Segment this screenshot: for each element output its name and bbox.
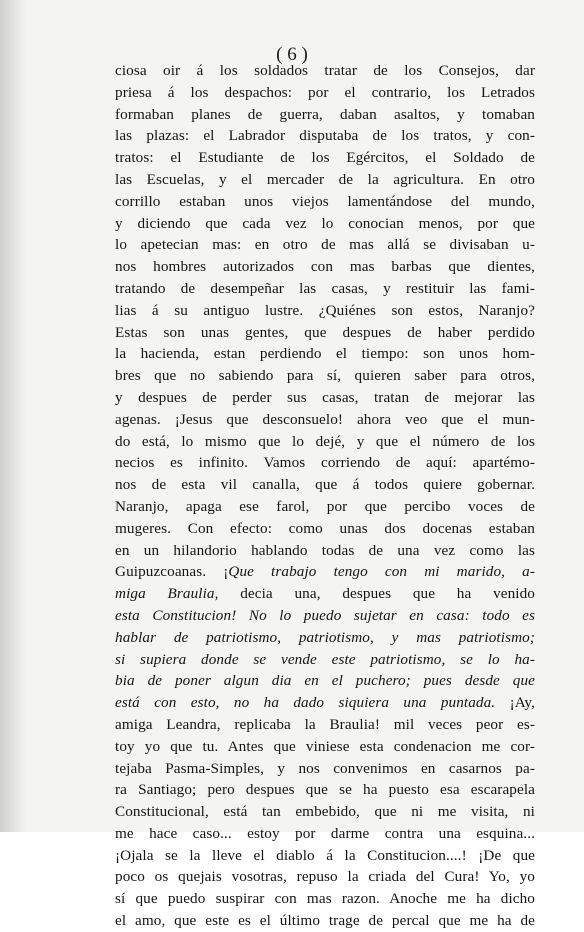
text-line [115, 104, 535, 126]
text-line [115, 234, 535, 256]
text-line [115, 910, 535, 932]
text-line [115, 823, 535, 845]
italic-text-run: hablar de patriotismo, patriotismo, y mas patriotismo; [115, 628, 535, 646]
text-run: tejaba Pasma-Simples, y nos convenimos en casarnos pa- [115, 759, 535, 777]
text-run: tratando de desempeñar las casas, y restituir las fami- [115, 279, 535, 297]
page-left-edge-shadow [0, 0, 26, 832]
text-run: la hacienda, estan perdiendo el tiempo: son unos hom- [115, 345, 535, 363]
text-line [115, 758, 535, 780]
text-line [115, 888, 535, 910]
text-line [115, 322, 535, 344]
text-run: do está, lo mismo que lo dejé, y que el número de los [115, 432, 535, 450]
text-run: el amo, que este es el último trage de percal que me ha de [115, 912, 535, 930]
text-run: amiga Leandra, replicaba la Braulia! mil veces peor es- [115, 715, 535, 733]
text-run: sí que puedo suspirar con mas razon. Anoche me ha dicho [115, 890, 535, 908]
text-line [115, 125, 535, 147]
text-run: nos hombres autorizados con mas barbas que dientes, [115, 258, 535, 276]
text-run: ¡Ay, [495, 694, 535, 712]
text-run: Naranjo, apaga ese farol, por que percibo voces de [115, 497, 535, 515]
text-line [115, 649, 535, 671]
text-line [115, 256, 535, 278]
page-body-text [115, 60, 535, 932]
text-line [115, 605, 535, 627]
text-line [115, 801, 535, 823]
text-line [115, 365, 535, 387]
text-line [115, 779, 535, 801]
text-run: agenas. ¡Jesus que desconsuelo! ahora veo que el mun- [115, 410, 535, 428]
text-run: ra Santiago; pero despues que se ha puesto esa escarapela [115, 781, 535, 799]
text-line [115, 714, 535, 736]
text-line [115, 496, 535, 518]
text-line [115, 82, 535, 104]
text-run: bres que no sabiendo para sí, quieren saber para otros, [115, 367, 535, 385]
text-line [115, 561, 535, 583]
text-run: y despues de perder sus casas, tratan de mejorar las [115, 388, 535, 406]
italic-text-run: si supiera donde se vende este patriotismo, se lo ha- [115, 650, 535, 668]
italic-text-run: está con esto, no ha dado siquiera una puntada. [115, 694, 496, 712]
italic-text-run: Que trabajo tengo con mi marido, a- [228, 563, 535, 581]
italic-text-run: bia de poner algun dia en el puchero; pues desde que [115, 672, 535, 690]
text-run: lo apetecian mas: en otro de mas allá se divisaban u- [115, 236, 535, 254]
text-line [115, 169, 535, 191]
text-run: Guipuzcoanas. ¡ [115, 563, 229, 581]
text-run: y diciendo que cada vez lo conocian menos, por que [115, 214, 535, 232]
text-line [115, 452, 535, 474]
text-run: tratos: el Estudiante de los Egércitos, el Soldado de [115, 149, 535, 167]
italic-text-run: esta Constitucion! No lo puedo sujetar en casa: todo es [115, 606, 535, 624]
text-line [115, 866, 535, 888]
text-line [115, 213, 535, 235]
text-line [115, 60, 535, 82]
text-run: poco os quejais vosotras, repuso la criada del Cura! Yo, yo [115, 868, 535, 886]
text-line [115, 191, 535, 213]
text-run: nos de esta vil canalla, que á todos quiere gobernar. [115, 476, 535, 494]
text-run: ¡Ojala se la lleve el diablo á la Constitucion....! ¡De que [115, 846, 535, 864]
text-run: toy yo que tu. Antes que viniese esta condenacion me cor- [115, 737, 535, 755]
text-run: ciosa oir á los soldados tratar de los Consejos, dar [115, 62, 535, 79]
text-line [115, 736, 535, 758]
text-line [115, 518, 535, 540]
text-line [115, 540, 535, 562]
text-run: corrillo estaban unos viejos lamentándose del mundo, [115, 192, 535, 210]
text-run: , decia una, despues que ha venido [214, 585, 535, 603]
text-run: me hace caso... estoy por darme contra una esquina... [115, 824, 535, 842]
text-line [115, 300, 535, 322]
text-line [115, 845, 535, 867]
text-run: Constitucional, está tan embebido, que ni me visita, ni [115, 803, 535, 821]
text-run: Estas son unas gentes, que despues de haber perdido [115, 323, 535, 341]
text-line [115, 692, 535, 714]
text-line [115, 409, 535, 431]
text-line [115, 583, 535, 605]
text-run: formaban planes de guerra, daban asaltos, y tomaban [115, 105, 535, 123]
text-run: lias á su antiguo lustre. ¿Quiénes son estos, Naranjo? [115, 301, 535, 319]
italic-text-run: miga Braulia [115, 585, 215, 603]
text-run: mugeres. Con efecto: como unas dos docenas estaban [115, 519, 535, 537]
text-run: las Escuelas, y el mercader de la agricultura. En otro [115, 170, 535, 188]
text-line [115, 278, 535, 300]
text-line [115, 431, 535, 453]
text-run: priesa á los despachos: por el contrario, los Letrados [115, 83, 535, 101]
text-run: las plazas: el Labrador disputaba de los tratos, y con- [115, 127, 535, 145]
text-line [115, 387, 535, 409]
text-line [115, 627, 535, 649]
text-line [115, 474, 535, 496]
page-number: ( 6 ) [276, 44, 308, 65]
text-run: en un hilandorio hablando todas de una vez como las [115, 541, 535, 559]
text-line [115, 147, 535, 169]
text-run: necios es infinito. Vamos corriendo de aquí: apartémo- [115, 454, 535, 472]
text-line [115, 670, 535, 692]
text-line [115, 343, 535, 365]
